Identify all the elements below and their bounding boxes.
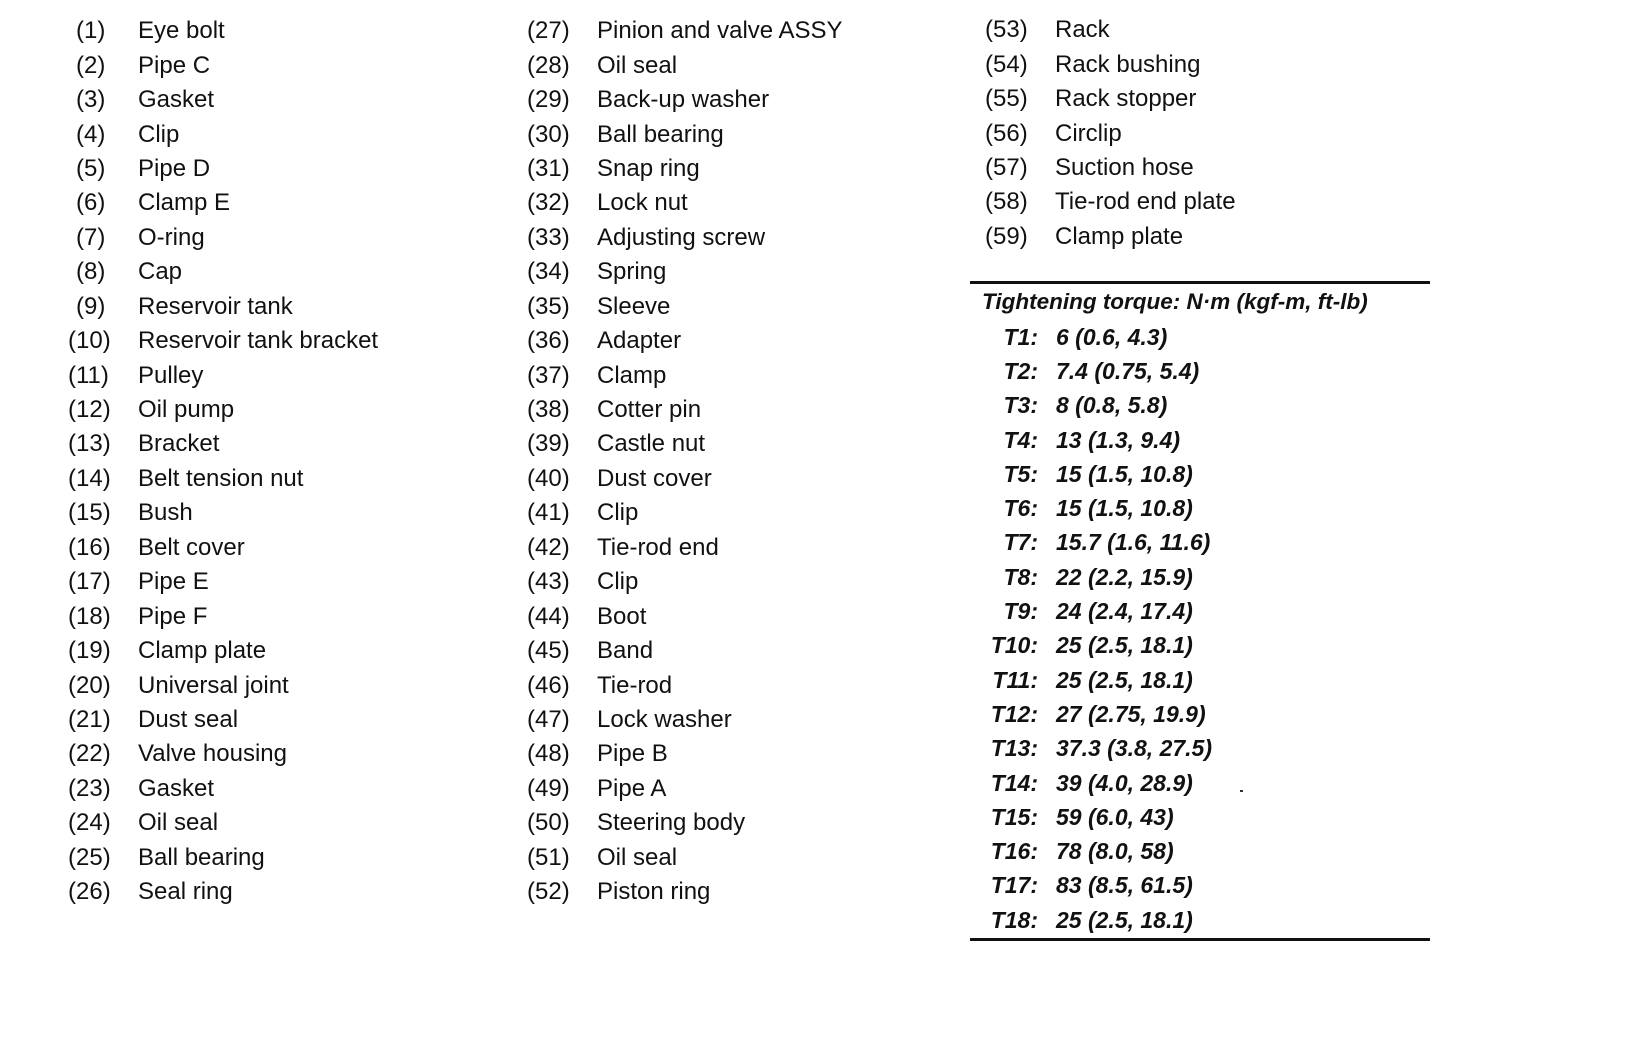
part-number: (49) [527, 774, 570, 802]
part-name: Clamp plate [1055, 222, 1184, 250]
part-number: (31) [527, 154, 570, 182]
torque-row [970, 800, 1430, 834]
part-name: Belt cover [138, 533, 245, 561]
part-name: Dust seal [138, 705, 239, 733]
torque-row [970, 663, 1430, 697]
part-row [527, 324, 843, 358]
part-row [527, 48, 843, 82]
torque-value: 6 (0.6, 4.3) [1056, 323, 1168, 350]
part-number: (53) [985, 16, 1028, 44]
part-number: (40) [527, 464, 570, 492]
part-number: (11) [68, 361, 109, 389]
torque-rows [970, 320, 1430, 937]
part-row [68, 565, 378, 599]
part-row [68, 255, 378, 289]
torque-id: T8: [1003, 563, 1038, 590]
part-number: (16) [68, 533, 111, 561]
part-name: Adjusting screw [597, 223, 766, 251]
part-number: (43) [527, 568, 570, 596]
part-name: Steering body [597, 809, 746, 837]
part-name: Back-up washer [597, 86, 770, 114]
part-name: Pulley [138, 361, 204, 389]
torque-id: T18: [990, 906, 1038, 933]
part-name: Piston ring [597, 878, 711, 906]
part-name: Lock nut [597, 189, 688, 217]
torque-row [970, 766, 1430, 800]
part-name: Oil pump [138, 396, 235, 424]
torque-row [970, 457, 1430, 491]
part-number: (9) [76, 292, 106, 320]
torque-row [970, 834, 1430, 868]
part-row [527, 841, 843, 875]
part-number: (13) [68, 430, 111, 458]
torque-value: 7.4 (0.75, 5.4) [1056, 357, 1200, 384]
part-number: (38) [527, 396, 570, 424]
part-row [68, 806, 378, 840]
part-number: (37) [527, 361, 570, 389]
part-number: (15) [68, 499, 111, 527]
torque-row [970, 526, 1430, 560]
torque-row [970, 903, 1430, 937]
part-name: Rack stopper [1055, 85, 1197, 113]
part-row [68, 634, 378, 668]
part-number: (51) [527, 843, 570, 871]
part-row [527, 117, 843, 151]
parts-list-column-2 [527, 14, 843, 909]
part-row [68, 186, 378, 220]
part-number: (33) [527, 223, 570, 251]
part-name: Clamp [597, 361, 667, 389]
part-name: Dust cover [597, 464, 712, 492]
part-row [985, 47, 1236, 81]
torque-value: 39 (4.0, 28.9) [1056, 769, 1193, 796]
torque-row [970, 560, 1430, 594]
part-number: (34) [527, 258, 570, 286]
part-row [985, 151, 1236, 185]
torque-id: T10: [990, 632, 1038, 659]
part-number: (10) [68, 327, 111, 355]
torque-id: T6: [1003, 495, 1038, 522]
torque-id: T3: [1003, 392, 1038, 419]
part-row [68, 496, 378, 530]
torque-value: 15.7 (1.6, 11.6) [1056, 529, 1211, 556]
torque-id: T15: [990, 803, 1038, 830]
part-name: Adapter [597, 327, 682, 355]
torque-value: 78 (8.0, 58) [1056, 838, 1174, 865]
parts-list-column-1 [68, 14, 378, 909]
torque-row [970, 491, 1430, 525]
torque-value: 22 (2.2, 15.9) [1056, 563, 1193, 590]
part-name: Belt tension nut [138, 464, 304, 492]
part-number: (24) [68, 809, 111, 837]
part-name: Pinion and valve ASSY [597, 17, 843, 45]
part-name: Bracket [138, 430, 220, 458]
part-row [68, 875, 378, 909]
part-name: Oil seal [597, 843, 678, 871]
part-name: Eye bolt [138, 17, 225, 45]
part-number: (5) [76, 154, 106, 182]
part-name: Tie-rod end plate [1055, 188, 1236, 216]
torque-id: T7: [1003, 529, 1038, 556]
part-row [68, 462, 378, 496]
part-row [68, 221, 378, 255]
part-number: (2) [76, 51, 106, 79]
part-row [68, 737, 378, 771]
part-row [527, 496, 843, 530]
part-number: (17) [68, 568, 111, 596]
part-name: Seal ring [138, 878, 233, 906]
part-row [68, 83, 378, 117]
part-number: (56) [985, 119, 1028, 147]
part-name: Clip [597, 499, 639, 527]
part-number: (47) [527, 705, 570, 733]
part-number: (25) [68, 843, 111, 871]
part-name: Reservoir tank [138, 292, 293, 320]
part-row [527, 427, 843, 461]
part-name: Castle nut [597, 430, 706, 458]
part-name: Tie-rod [597, 671, 673, 699]
part-number: (27) [527, 17, 570, 45]
part-row [527, 806, 843, 840]
part-name: Cotter pin [597, 396, 702, 424]
parts-list-column-3 [985, 13, 1236, 254]
part-row [985, 116, 1236, 150]
part-number: (36) [527, 327, 570, 355]
part-row [68, 668, 378, 702]
part-row [527, 565, 843, 599]
part-number: (55) [985, 85, 1028, 113]
part-number: (54) [985, 50, 1028, 78]
part-name: Snap ring [597, 154, 700, 182]
table-bottom-rule [970, 938, 1430, 941]
part-name: Bush [138, 499, 193, 527]
part-row [985, 185, 1236, 219]
part-row [68, 358, 378, 392]
part-number: (8) [76, 258, 106, 286]
part-row [985, 220, 1236, 254]
part-row [68, 14, 378, 48]
torque-value: 25 (2.5, 18.1) [1056, 906, 1193, 933]
part-row [527, 152, 843, 186]
part-row [68, 152, 378, 186]
part-number: (41) [527, 499, 570, 527]
torque-value: 13 (1.3, 9.4) [1056, 426, 1181, 453]
part-row [527, 358, 843, 392]
part-name: Gasket [138, 86, 215, 114]
part-row [527, 634, 843, 668]
part-row [527, 14, 843, 48]
part-row [527, 737, 843, 771]
part-number: (22) [68, 740, 111, 768]
part-name: Tie-rod end [597, 533, 719, 561]
part-row [68, 427, 378, 461]
part-number: (14) [68, 464, 111, 492]
part-number: (44) [527, 602, 570, 630]
part-name: Circlip [1055, 119, 1122, 147]
part-name: Pipe A [597, 774, 667, 802]
part-name: Ball bearing [597, 120, 724, 148]
part-row [527, 772, 843, 806]
torque-row [970, 732, 1430, 766]
part-number: (45) [527, 637, 570, 665]
part-number: (7) [76, 223, 106, 251]
torque-id: T2: [1003, 357, 1038, 384]
part-row [527, 186, 843, 220]
part-row [68, 324, 378, 358]
part-name: Oil seal [597, 51, 678, 79]
part-name: Clamp plate [138, 637, 267, 665]
torque-id: T5: [1003, 460, 1038, 487]
torque-row [970, 697, 1430, 731]
torque-id: T12: [990, 700, 1038, 727]
torque-row [970, 423, 1430, 457]
torque-value: 37.3 (3.8, 27.5) [1056, 735, 1212, 762]
part-row [527, 255, 843, 289]
torque-value: 25 (2.5, 18.1) [1056, 666, 1193, 693]
part-name: Oil seal [138, 809, 219, 837]
part-number: (23) [68, 774, 111, 802]
part-name: Cap [138, 258, 183, 286]
torque-value: 15 (1.5, 10.8) [1056, 460, 1193, 487]
part-number: (1) [76, 17, 106, 45]
torque-id: T14: [990, 769, 1038, 796]
part-row [68, 599, 378, 633]
torque-value: 8 (0.8, 5.8) [1056, 392, 1168, 419]
tightening-torque-table [970, 281, 1430, 941]
part-row [527, 875, 843, 909]
part-name: Lock washer [597, 705, 732, 733]
part-name: Boot [597, 602, 647, 630]
part-row [527, 462, 843, 496]
part-name: O-ring [138, 223, 205, 251]
part-name: Ball bearing [138, 843, 265, 871]
part-number: (21) [68, 705, 111, 733]
part-row [527, 393, 843, 427]
part-row [985, 82, 1236, 116]
part-number: (26) [68, 878, 111, 906]
part-name: Spring [597, 258, 667, 286]
part-name: Pipe C [138, 51, 211, 79]
part-number: (6) [76, 189, 106, 217]
part-name: Sleeve [597, 292, 671, 320]
part-number: (57) [985, 153, 1028, 181]
part-number: (3) [76, 86, 106, 114]
torque-value: 24 (2.4, 17.4) [1056, 598, 1193, 625]
part-row [68, 48, 378, 82]
torque-row [970, 629, 1430, 663]
torque-value: 15 (1.5, 10.8) [1056, 495, 1193, 522]
part-number: (50) [527, 809, 570, 837]
part-number: (12) [68, 396, 111, 424]
part-number: (30) [527, 120, 570, 148]
part-number: (18) [68, 602, 111, 630]
part-name: Pipe F [138, 602, 208, 630]
part-number: (28) [527, 51, 570, 79]
part-name: Suction hose [1055, 153, 1194, 181]
part-row [527, 83, 843, 117]
part-number: (52) [527, 878, 570, 906]
torque-id: T11: [992, 666, 1038, 693]
torque-id: T16: [990, 838, 1038, 865]
torque-id: T4: [1003, 426, 1038, 453]
part-number: (19) [68, 637, 111, 665]
torque-value: 25 (2.5, 18.1) [1056, 632, 1193, 659]
part-number: (29) [527, 86, 570, 114]
part-row [527, 599, 843, 633]
part-number: (48) [527, 740, 570, 768]
part-number: (46) [527, 671, 570, 699]
torque-value: 83 (8.5, 61.5) [1056, 872, 1193, 899]
torque-row [970, 869, 1430, 903]
part-name: Band [597, 637, 654, 665]
part-row [68, 772, 378, 806]
part-number: (42) [527, 533, 570, 561]
part-number: (4) [76, 120, 106, 148]
part-number: (59) [985, 222, 1028, 250]
torque-id: T1: [1003, 323, 1038, 350]
torque-value: 27 (2.75, 19.9) [1056, 700, 1206, 727]
part-number: (39) [527, 430, 570, 458]
part-name: Gasket [138, 774, 215, 802]
torque-row [970, 389, 1430, 423]
torque-row [970, 594, 1430, 628]
part-row [68, 393, 378, 427]
part-name: Clip [597, 568, 639, 596]
part-number: (32) [527, 189, 570, 217]
part-name: Pipe E [138, 568, 209, 596]
torque-table-title: Tightening torque: N·m (kgf-m, ft-lb) [982, 289, 1368, 314]
part-row [527, 531, 843, 565]
part-number: (20) [68, 671, 111, 699]
part-row [68, 841, 378, 875]
torque-row [970, 320, 1430, 354]
part-number: (35) [527, 292, 570, 320]
part-name: Clamp E [138, 189, 231, 217]
part-name: Valve housing [138, 740, 287, 768]
part-number: (58) [985, 188, 1028, 216]
part-row [527, 290, 843, 324]
part-row [527, 221, 843, 255]
part-row [68, 290, 378, 324]
torque-id: T13: [990, 735, 1038, 762]
part-name: Reservoir tank bracket [138, 327, 379, 355]
part-name: Pipe B [597, 740, 668, 768]
part-row [527, 703, 843, 737]
torque-value: 59 (6.0, 43) [1056, 803, 1174, 830]
stray-mark [1240, 790, 1243, 792]
part-name: Universal joint [138, 671, 289, 699]
torque-row [970, 354, 1430, 388]
part-row [68, 703, 378, 737]
torque-id: T9: [1003, 598, 1038, 625]
part-name: Pipe D [138, 154, 211, 182]
part-name: Rack bushing [1055, 50, 1201, 78]
part-row [527, 668, 843, 702]
part-name: Rack [1055, 16, 1110, 44]
torque-id: T17: [990, 872, 1038, 899]
part-row [68, 117, 378, 151]
part-row [985, 13, 1236, 47]
part-row [68, 531, 378, 565]
part-name: Clip [138, 120, 180, 148]
